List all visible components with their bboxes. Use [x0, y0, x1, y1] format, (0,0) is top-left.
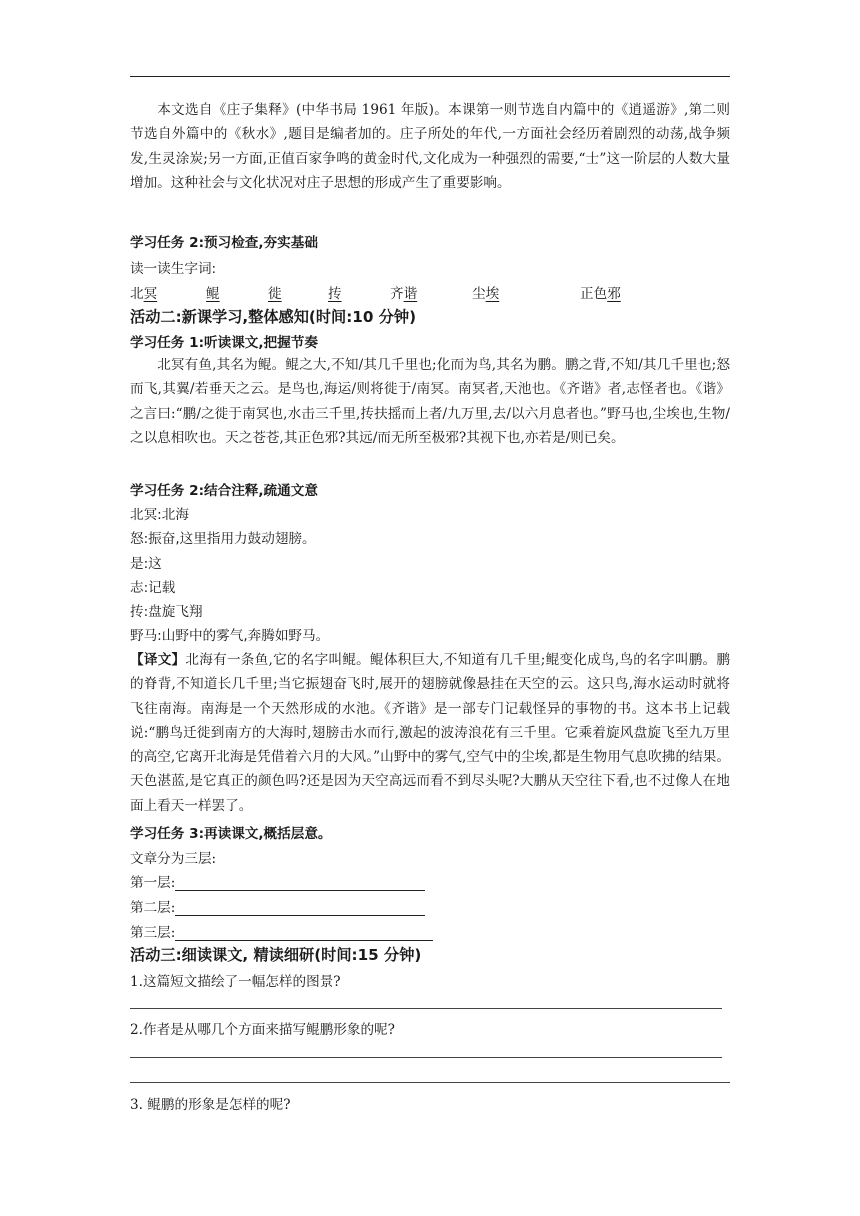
answer-line-1[interactable]	[130, 1008, 722, 1009]
task1-title: 学习任务 1:听读课文,把握节奏	[130, 335, 318, 351]
translation-text: 北海有一条鱼,它的名字叫鲲。鲲体积巨大,不知道有几千里;鲲变化成鸟,鸟的名字叫鹏。鹏的脊背,不知道长几千里;当它振翅奋飞时,展开的翅膀就像悬挂在天空的云。这只鸟,海水运动时就将飞往南海。南海是一个天然形成的水池。《齐谐》是一部专门记载怪异的事物的书。这本书上记载说:“鹏鸟迁徙到南方的大海时,翅膀击水而行,激起的波涛浪花有三千里。它乘着旋风盘旋飞至九万里的高空,它离开北海是凭借着六月的大风。”山野中的雾气,空气中的尘埃,都是生物用气息吹拂的结果。天色湛蓝,是它真正的颜色吗?还是因为天空高远而看不到尽头呢?大鹏从天空往下看,也不过像人在地面上看天一样罢了。	[130, 652, 731, 814]
translation-label: 【译文】	[130, 652, 186, 668]
answer-line-3[interactable]	[130, 1082, 730, 1083]
vocab-word: 鲲	[206, 286, 220, 302]
task2-notes-title: 学习任务 2:结合注释,疏通文意	[130, 483, 318, 499]
layers-prompt: 文章分为三层:	[130, 851, 217, 867]
answer-line-2[interactable]	[130, 1057, 722, 1058]
vocab-word: 徙	[268, 286, 282, 302]
layer-three: 第三层:	[130, 921, 433, 941]
activity3-title: 活动三:细读课文, 精读细研(时间:15 分钟)	[130, 946, 422, 964]
header-rule	[130, 76, 730, 77]
layer-two-blank[interactable]	[175, 902, 425, 916]
vocab-word: 北冥	[130, 286, 158, 302]
note-item: 抟:盘旋飞翔	[130, 604, 203, 620]
vocab-row	[0, 282, 860, 302]
vocab-word: 齐谐	[390, 286, 418, 302]
note-item: 是:这	[130, 556, 162, 572]
vocab-word: 尘埃	[472, 286, 500, 302]
question-3: 3. 鲲鹏的形象是怎样的呢?	[130, 1097, 291, 1113]
translation-paragraph	[130, 648, 730, 818]
note-item: 野马:山野中的雾气,奔腾如野马。	[130, 628, 330, 644]
task2-preview-title: 学习任务 2:预习检查,夯实基础	[130, 235, 318, 251]
vocab-prompt: 读一读生字词:	[130, 261, 217, 277]
note-item: 北冥:北海	[130, 507, 189, 523]
layer-one-blank[interactable]	[175, 877, 425, 891]
layer-three-blank[interactable]	[175, 927, 433, 941]
vocab-word: 正色邪	[580, 286, 621, 302]
question-2: 2.作者是从哪几个方面来描写鲲鹏形象的呢?	[130, 1022, 395, 1038]
activity2-title: 活动二:新课学习,整体感知(时间:10 分钟)	[130, 308, 417, 326]
note-item: 怒:振奋,这里指用力鼓动翅膀。	[130, 531, 316, 547]
question-1: 1.这篇短文描绘了一幅怎样的图景?	[130, 974, 341, 990]
classical-text: 北冥有鱼,其名为鲲。鲲之大,不知/其几千里也;化而为鸟,其名为鹏。鹏之背,不知/其几千里也;怒而飞,其翼/若垂天之云。是鸟也,海运/则将徙于/南冥。南冥者,天池也。《齐谐》者,志怪者也。《谐》之言曰:“鹏/之徙于南冥也,水击三千里,抟扶摇而上者/九万里,去/以六月息者也。”野马也,尘埃也,生物/之以息相吹也。天之苍苍,其正色邪?其远/而无所至极邪?其视下也,亦若是/则已矣。	[130, 357, 730, 446]
intro-paragraph: 本文选自《庄子集释》(中华书局 1961 年版)。本课第一则节选自内篇中的《逍遥游》,第二则节选自外篇中的《秋水》,题目是编者加的。庄子所处的年代,一方面社会经历着剧烈的动荡,战争频发,生灵涂炭;另一方面,正值百家争鸣的黄金时代,文化成为一种强烈的需要,“士”这一阶层的人数大量增加。这种社会与文化状况对庄子思想的形成产生了重要影响。	[130, 102, 730, 191]
layer-one: 第一层:	[130, 871, 425, 891]
task3-title: 学习任务 3:再读课文,概括层意。	[130, 826, 332, 842]
vocab-word: 抟	[328, 286, 342, 302]
note-item: 志:记载	[130, 580, 176, 596]
layer-two: 第二层:	[130, 896, 425, 916]
